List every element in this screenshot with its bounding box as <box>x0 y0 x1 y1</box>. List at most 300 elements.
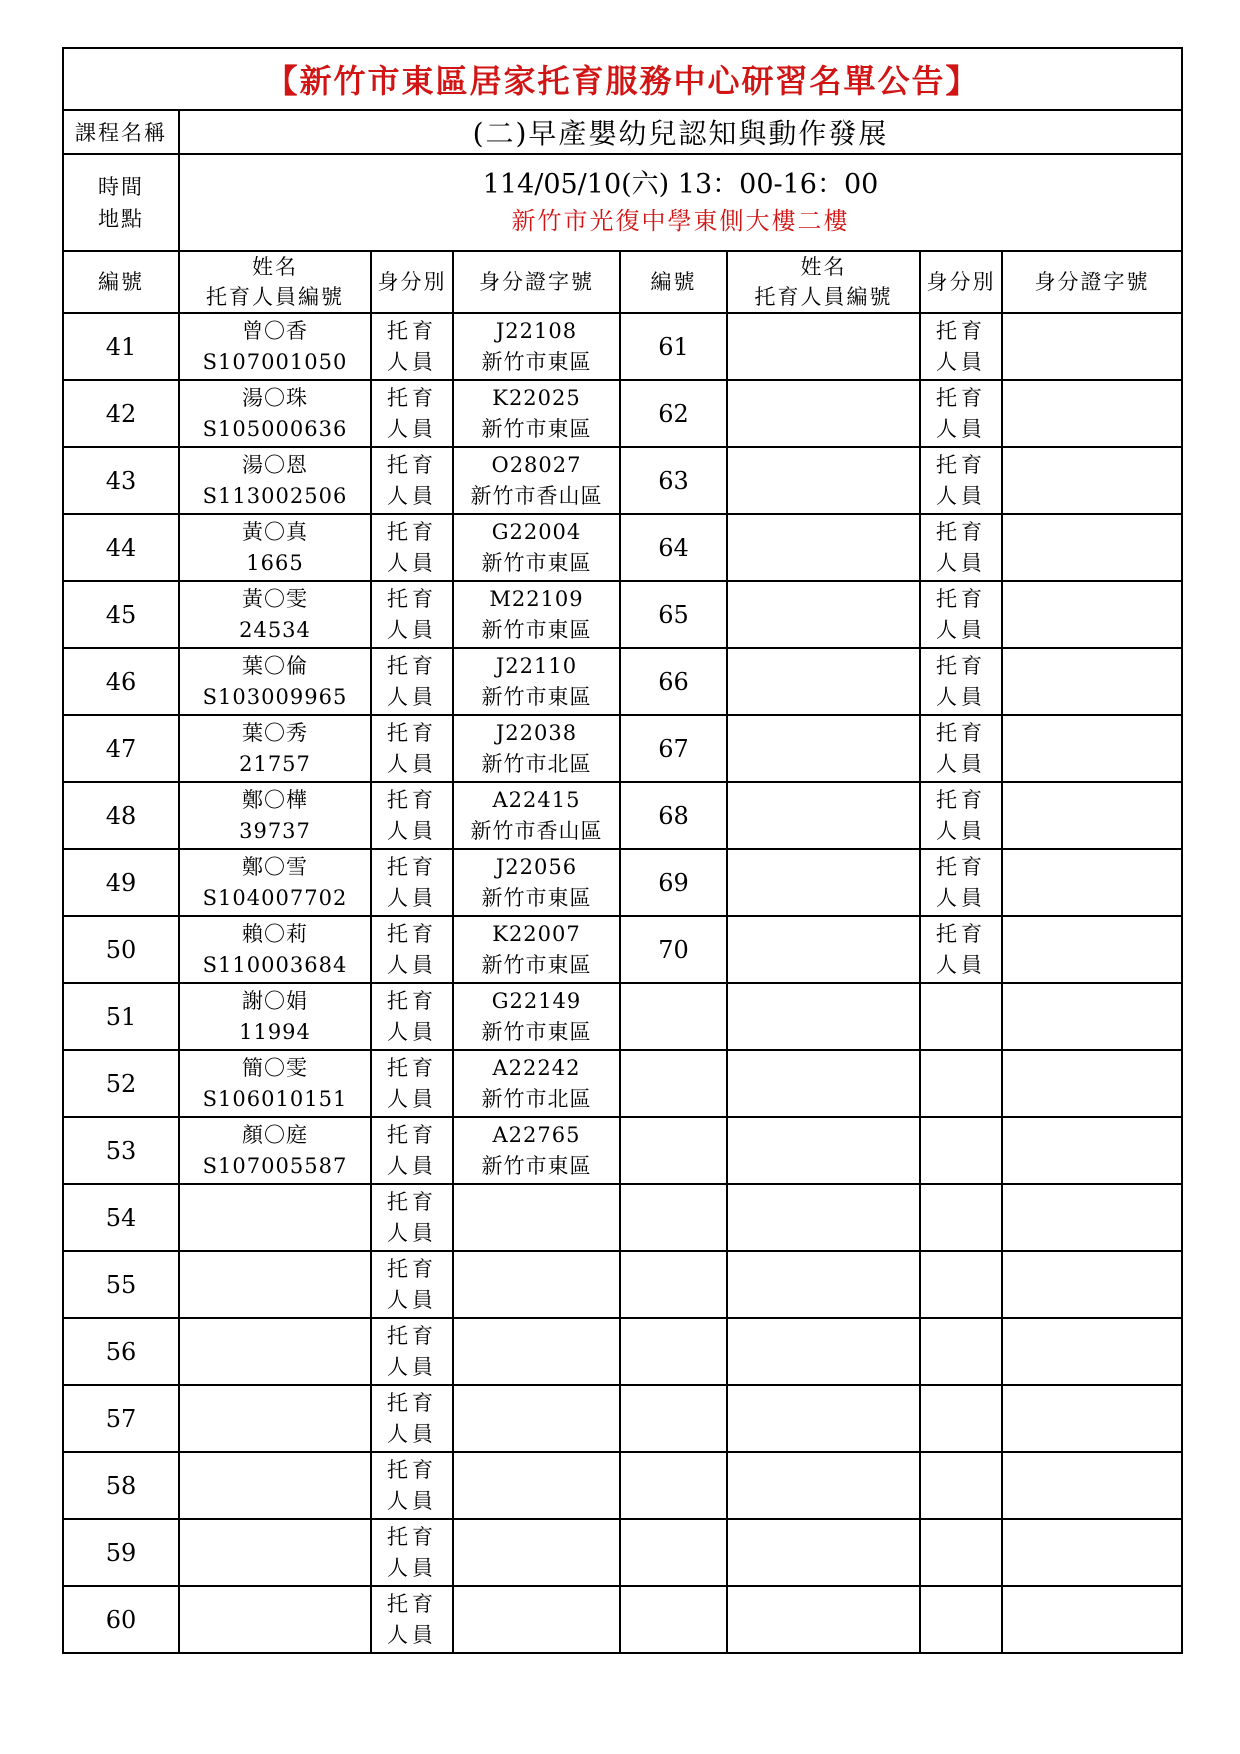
id-area: 新竹市北區 <box>481 751 592 776</box>
row-number: 48 <box>63 782 179 849</box>
identity-line-1: 托育 <box>387 1591 437 1616</box>
row-name-code-right <box>727 1050 920 1117</box>
row-number-right: 61 <box>620 313 727 380</box>
identity-line-1: 托育 <box>387 318 437 343</box>
id-area: 新竹市東區 <box>481 617 592 642</box>
row-number-right <box>620 1385 727 1452</box>
row-identity <box>371 447 453 514</box>
row-name-code <box>179 581 371 648</box>
row-name-code-right <box>727 1251 920 1318</box>
row-number: 55 <box>63 1251 179 1318</box>
row-id-no <box>453 1251 620 1318</box>
person-name: 簡〇雯 <box>242 1055 308 1080</box>
row-identity-right <box>920 1050 1002 1117</box>
id-code: K22025 <box>492 385 581 410</box>
row-name-code <box>179 1452 371 1519</box>
identity-line-2-right: 人員 <box>936 751 986 776</box>
person-name: 顏〇庭 <box>242 1122 308 1147</box>
identity-line-2: 人員 <box>387 1086 437 1111</box>
identity-line-1: 托育 <box>387 921 437 946</box>
row-identity-right <box>920 581 1002 648</box>
row-number-right: 66 <box>620 648 727 715</box>
provider-code: 24534 <box>239 617 311 642</box>
id-code: K22007 <box>492 921 581 946</box>
row-name-code-right <box>727 1318 920 1385</box>
row-id-no-right <box>1002 1385 1182 1452</box>
id-code: J22038 <box>495 720 578 745</box>
identity-line-1-right: 托育 <box>936 586 986 611</box>
identity-line-2-right: 人員 <box>936 885 986 910</box>
table-row <box>63 581 1182 648</box>
row-id-no-right <box>1002 514 1182 581</box>
provider-code: S113002506 <box>202 483 348 508</box>
row-name-code-right <box>727 1452 920 1519</box>
row-identity-right <box>920 1385 1002 1452</box>
row-number: 45 <box>63 581 179 648</box>
row-identity-right <box>920 1117 1002 1184</box>
row-id-no <box>453 1385 620 1452</box>
identity-line-1: 托育 <box>387 1256 437 1281</box>
row-name-code <box>179 983 371 1050</box>
row-name-code <box>179 916 371 983</box>
provider-code: S105000636 <box>202 416 348 441</box>
row-id-no <box>453 313 620 380</box>
row-identity-right <box>920 1586 1002 1653</box>
row-name-code <box>179 1184 371 1251</box>
row-number-right: 62 <box>620 380 727 447</box>
row-name-code <box>179 313 371 380</box>
row-id-no <box>453 782 620 849</box>
identity-line-2: 人員 <box>387 1421 437 1446</box>
row-name-code-right <box>727 313 920 380</box>
row-identity <box>371 849 453 916</box>
row-number: 54 <box>63 1184 179 1251</box>
row-identity <box>371 1452 453 1519</box>
person-name: 黃〇雯 <box>242 586 308 611</box>
row-id-no <box>453 983 620 1050</box>
row-number-right: 65 <box>620 581 727 648</box>
row-id-no-right <box>1002 1117 1182 1184</box>
id-area: 新竹市東區 <box>481 684 592 709</box>
identity-line-1: 托育 <box>387 787 437 812</box>
row-identity-right <box>920 983 1002 1050</box>
provider-code: S107005587 <box>202 1153 348 1178</box>
row-identity-right <box>920 849 1002 916</box>
table-row <box>63 1519 1182 1586</box>
row-name-code-right <box>727 447 920 514</box>
row-name-code <box>179 648 371 715</box>
header-name-label-right: 姓名 <box>800 255 847 279</box>
row-number: 52 <box>63 1050 179 1117</box>
row-number: 60 <box>63 1586 179 1653</box>
row-number: 53 <box>63 1117 179 1184</box>
time-place-value <box>179 154 1182 251</box>
row-number-right <box>620 1519 727 1586</box>
table-row <box>63 380 1182 447</box>
row-number-right: 63 <box>620 447 727 514</box>
row-number-right <box>620 1586 727 1653</box>
identity-line-2: 人員 <box>387 550 437 575</box>
row-identity <box>371 1184 453 1251</box>
identity-line-1-right: 托育 <box>936 653 986 678</box>
session-time: 114/05/10(六) 13：00-16：00 <box>482 168 879 200</box>
table-row <box>63 648 1182 715</box>
table-row <box>63 916 1182 983</box>
row-name-code-right <box>727 1385 920 1452</box>
identity-line-1: 托育 <box>387 519 437 544</box>
person-name: 鄭〇樺 <box>242 787 308 812</box>
identity-line-2-right: 人員 <box>936 818 986 843</box>
identity-line-2: 人員 <box>387 1019 437 1044</box>
row-id-no <box>453 849 620 916</box>
identity-line-1: 托育 <box>387 1189 437 1214</box>
identity-line-1: 托育 <box>387 1457 437 1482</box>
id-code: M22109 <box>489 586 584 611</box>
row-identity-right <box>920 782 1002 849</box>
table-row <box>63 1050 1182 1117</box>
row-name-code-right <box>727 983 920 1050</box>
person-name: 黃〇真 <box>242 519 308 544</box>
id-area: 新竹市東區 <box>481 885 592 910</box>
provider-code: 21757 <box>239 751 311 776</box>
table-row <box>63 1318 1182 1385</box>
provider-code: 39737 <box>239 818 311 843</box>
header-id-no: 身分證字號 <box>453 251 620 313</box>
row-name-code <box>179 1117 371 1184</box>
identity-line-1: 托育 <box>387 1122 437 1147</box>
row-identity <box>371 648 453 715</box>
row-id-no <box>453 1519 620 1586</box>
identity-line-1: 托育 <box>387 1390 437 1415</box>
row-id-no-right <box>1002 380 1182 447</box>
provider-code: S110003684 <box>202 952 348 977</box>
provider-code: S104007702 <box>202 885 348 910</box>
row-identity-right <box>920 1184 1002 1251</box>
row-name-code <box>179 1050 371 1117</box>
row-number: 59 <box>63 1519 179 1586</box>
table-row <box>63 715 1182 782</box>
table-row <box>63 1452 1182 1519</box>
row-identity-right <box>920 715 1002 782</box>
table-row <box>63 514 1182 581</box>
row-identity <box>371 782 453 849</box>
identity-line-2: 人員 <box>387 483 437 508</box>
row-name-code-right <box>727 1586 920 1653</box>
identity-line-1-right: 托育 <box>936 787 986 812</box>
row-name-code <box>179 447 371 514</box>
id-area: 新竹市東區 <box>481 416 592 441</box>
id-area: 新竹市東區 <box>481 349 592 374</box>
identity-line-2: 人員 <box>387 1287 437 1312</box>
id-code: J22108 <box>495 318 578 343</box>
course-label: 課程名稱 <box>63 110 179 154</box>
provider-code: S107001050 <box>202 349 348 374</box>
row-id-no-right <box>1002 1050 1182 1117</box>
row-number-right <box>620 1318 727 1385</box>
identity-line-1-right: 托育 <box>936 318 986 343</box>
row-name-code <box>179 1318 371 1385</box>
row-name-code <box>179 514 371 581</box>
row-identity <box>371 313 453 380</box>
identity-line-2: 人員 <box>387 1354 437 1379</box>
row-identity-right <box>920 447 1002 514</box>
row-identity-right <box>920 1251 1002 1318</box>
row-name-code-right <box>727 1117 920 1184</box>
table-row <box>63 1586 1182 1653</box>
identity-line-1: 托育 <box>387 385 437 410</box>
table-row <box>63 313 1182 380</box>
identity-line-1-right: 托育 <box>936 519 986 544</box>
id-area: 新竹市香山區 <box>470 483 603 508</box>
identity-line-1-right: 托育 <box>936 921 986 946</box>
header-name-label: 姓名 <box>252 255 298 279</box>
row-number-right <box>620 1251 727 1318</box>
row-identity <box>371 715 453 782</box>
row-id-no-right <box>1002 581 1182 648</box>
identity-line-1: 托育 <box>387 1524 437 1549</box>
identity-line-2: 人員 <box>387 1220 437 1245</box>
person-name: 湯〇恩 <box>242 452 308 477</box>
row-id-no-right <box>1002 916 1182 983</box>
row-identity-right <box>920 916 1002 983</box>
row-identity-right <box>920 380 1002 447</box>
row-identity <box>371 581 453 648</box>
row-number-right: 67 <box>620 715 727 782</box>
identity-line-2: 人員 <box>387 1622 437 1647</box>
row-identity <box>371 514 453 581</box>
row-id-no <box>453 1184 620 1251</box>
row-identity <box>371 1519 453 1586</box>
identity-line-2-right: 人員 <box>936 684 986 709</box>
roster-table <box>62 47 1183 1654</box>
row-identity-right <box>920 1452 1002 1519</box>
identity-line-1: 托育 <box>387 720 437 745</box>
person-name: 謝〇娟 <box>242 988 308 1013</box>
row-number: 56 <box>63 1318 179 1385</box>
row-name-code-right <box>727 1184 920 1251</box>
person-name: 葉〇倫 <box>242 653 308 678</box>
header-row <box>63 251 1182 313</box>
row-identity-right <box>920 1318 1002 1385</box>
identity-line-1-right: 托育 <box>936 385 986 410</box>
header-number: 編號 <box>63 251 179 313</box>
row-number-right <box>620 1117 727 1184</box>
row-id-no <box>453 715 620 782</box>
table-row <box>63 1385 1182 1452</box>
row-id-no <box>453 380 620 447</box>
row-name-code-right <box>727 380 920 447</box>
row-name-code <box>179 1519 371 1586</box>
id-area: 新竹市東區 <box>481 952 592 977</box>
identity-line-2: 人員 <box>387 885 437 910</box>
row-id-no-right <box>1002 782 1182 849</box>
row-number: 49 <box>63 849 179 916</box>
id-code: A22765 <box>492 1122 581 1147</box>
id-area: 新竹市東區 <box>481 1019 592 1044</box>
course-name: (二)早產嬰幼兒認知與動作發展 <box>179 110 1182 154</box>
id-code: J22056 <box>495 854 578 879</box>
header-name-right <box>727 251 920 313</box>
row-identity <box>371 380 453 447</box>
identity-line-2: 人員 <box>387 416 437 441</box>
identity-line-1: 托育 <box>387 988 437 1013</box>
row-name-code-right <box>727 849 920 916</box>
row-id-no-right <box>1002 983 1182 1050</box>
row-id-no <box>453 447 620 514</box>
row-name-code <box>179 1251 371 1318</box>
provider-code: S106010151 <box>202 1086 348 1111</box>
row-id-no-right <box>1002 1586 1182 1653</box>
identity-line-2: 人員 <box>387 1153 437 1178</box>
person-name: 葉〇秀 <box>242 720 308 745</box>
person-name: 鄭〇雪 <box>242 854 308 879</box>
row-id-no <box>453 1586 620 1653</box>
row-number-right: 70 <box>620 916 727 983</box>
row-number-right <box>620 983 727 1050</box>
identity-line-2-right: 人員 <box>936 550 986 575</box>
row-identity <box>371 1050 453 1117</box>
row-name-code-right <box>727 715 920 782</box>
time-label: 時間 <box>98 174 144 199</box>
row-id-no <box>453 648 620 715</box>
table-row <box>63 849 1182 916</box>
row-id-no-right <box>1002 715 1182 782</box>
row-name-code <box>179 782 371 849</box>
row-id-no <box>453 916 620 983</box>
row-name-code-right <box>727 648 920 715</box>
row-id-no <box>453 581 620 648</box>
identity-line-1: 托育 <box>387 1055 437 1080</box>
row-number: 57 <box>63 1385 179 1452</box>
identity-line-2: 人員 <box>387 818 437 843</box>
identity-line-2-right: 人員 <box>936 483 986 508</box>
id-area: 新竹市北區 <box>481 1086 592 1111</box>
table-row <box>63 782 1182 849</box>
identity-line-1: 托育 <box>387 586 437 611</box>
row-identity <box>371 1251 453 1318</box>
person-name: 曾〇香 <box>242 318 308 343</box>
row-id-no-right <box>1002 1452 1182 1519</box>
row-name-code-right <box>727 1519 920 1586</box>
provider-code: S103009965 <box>202 684 348 709</box>
identity-line-2: 人員 <box>387 1555 437 1580</box>
identity-line-1: 托育 <box>387 452 437 477</box>
id-code: J22110 <box>495 653 578 678</box>
row-identity-right <box>920 313 1002 380</box>
row-number: 47 <box>63 715 179 782</box>
header-id-no-right: 身分證字號 <box>1002 251 1182 313</box>
row-name-code <box>179 715 371 782</box>
header-number-right: 編號 <box>620 251 727 313</box>
identity-line-2: 人員 <box>387 751 437 776</box>
header-name <box>179 251 371 313</box>
row-id-no-right <box>1002 1318 1182 1385</box>
row-name-code <box>179 1586 371 1653</box>
identity-line-2: 人員 <box>387 684 437 709</box>
provider-code: 1665 <box>246 550 304 575</box>
session-place: 新竹市光復中學東側大樓二樓 <box>511 206 850 235</box>
row-id-no <box>453 1117 620 1184</box>
row-name-code <box>179 849 371 916</box>
row-identity <box>371 1117 453 1184</box>
row-name-code <box>179 1385 371 1452</box>
provider-code: 11994 <box>239 1019 311 1044</box>
page-title: 【新竹市東區居家托育服務中心研習名單公告】 <box>63 48 1182 110</box>
row-identity <box>371 1586 453 1653</box>
time-place-label <box>63 154 179 251</box>
row-number-right <box>620 1452 727 1519</box>
row-number: 46 <box>63 648 179 715</box>
row-id-no-right <box>1002 849 1182 916</box>
identity-line-2: 人員 <box>387 1488 437 1513</box>
person-name: 賴〇莉 <box>242 921 308 946</box>
header-provider-no-right: 托育人員編號 <box>754 285 893 309</box>
identity-line-2-right: 人員 <box>936 349 986 374</box>
row-name-code-right <box>727 916 920 983</box>
person-name: 湯〇珠 <box>242 385 308 410</box>
row-name-code <box>179 380 371 447</box>
row-identity-right <box>920 1519 1002 1586</box>
row-number: 43 <box>63 447 179 514</box>
id-area: 新竹市東區 <box>481 550 592 575</box>
id-code: G22004 <box>491 519 582 544</box>
row-id-no <box>453 1050 620 1117</box>
header-provider-no: 托育人員編號 <box>206 285 344 309</box>
identity-line-2: 人員 <box>387 349 437 374</box>
row-name-code-right <box>727 581 920 648</box>
row-number-right: 68 <box>620 782 727 849</box>
row-identity <box>371 1318 453 1385</box>
identity-line-2-right: 人員 <box>936 952 986 977</box>
id-area: 新竹市東區 <box>481 1153 592 1178</box>
id-area: 新竹市香山區 <box>470 818 603 843</box>
row-identity-right <box>920 514 1002 581</box>
row-id-no <box>453 1318 620 1385</box>
identity-line-1: 托育 <box>387 854 437 879</box>
table-row <box>63 447 1182 514</box>
table-row <box>63 983 1182 1050</box>
row-number-right <box>620 1050 727 1117</box>
identity-line-2: 人員 <box>387 617 437 642</box>
identity-line-1: 托育 <box>387 1323 437 1348</box>
identity-line-1: 托育 <box>387 653 437 678</box>
row-identity <box>371 916 453 983</box>
row-identity-right <box>920 648 1002 715</box>
row-id-no <box>453 514 620 581</box>
identity-line-1-right: 托育 <box>936 854 986 879</box>
id-code: A22242 <box>492 1055 581 1080</box>
row-number-right <box>620 1184 727 1251</box>
header-identity: 身分別 <box>371 251 453 313</box>
table-row <box>63 1251 1182 1318</box>
row-number: 41 <box>63 313 179 380</box>
row-number-right: 69 <box>620 849 727 916</box>
id-code: O28027 <box>491 452 582 477</box>
row-id-no-right <box>1002 313 1182 380</box>
row-number: 58 <box>63 1452 179 1519</box>
row-id-no-right <box>1002 648 1182 715</box>
identity-line-1-right: 托育 <box>936 452 986 477</box>
identity-line-1-right: 托育 <box>936 720 986 745</box>
table-row <box>63 1184 1182 1251</box>
row-id-no <box>453 1452 620 1519</box>
identity-line-2-right: 人員 <box>936 617 986 642</box>
table-row <box>63 1117 1182 1184</box>
row-number-right: 64 <box>620 514 727 581</box>
row-name-code-right <box>727 782 920 849</box>
row-identity <box>371 983 453 1050</box>
identity-line-2-right: 人員 <box>936 416 986 441</box>
